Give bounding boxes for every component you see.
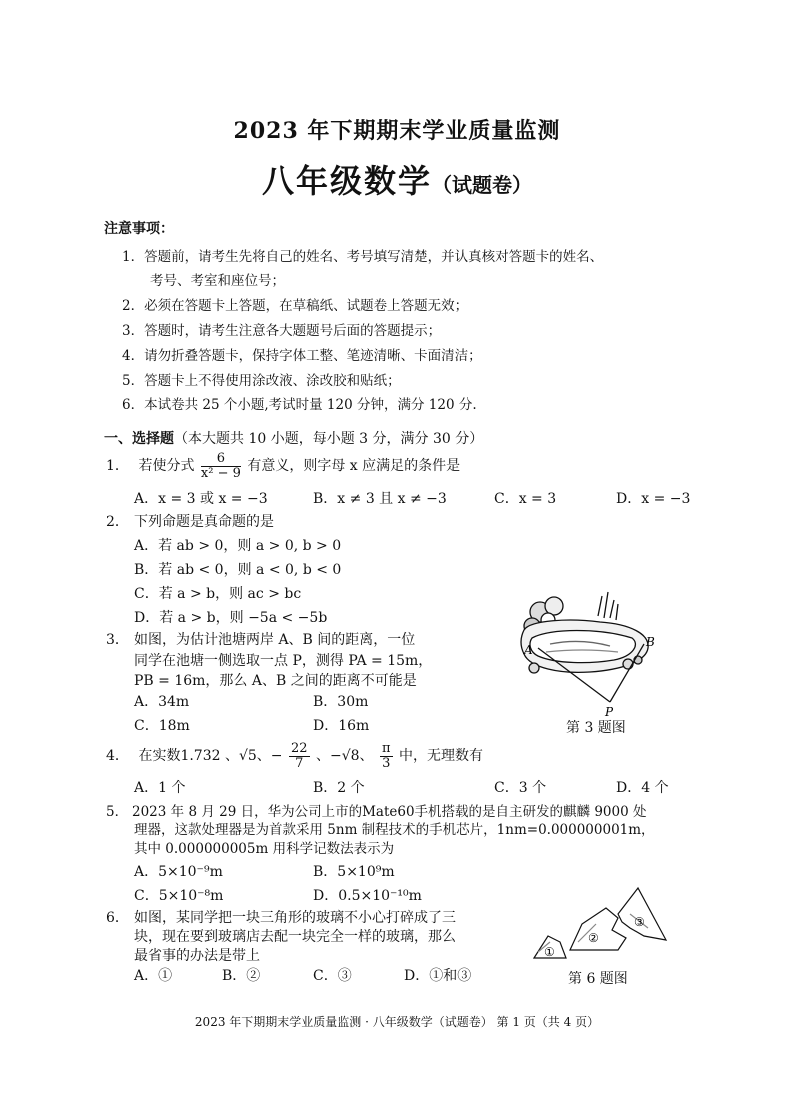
- q6-line-2: 块，现在要到玻璃店去配一块完全一样的玻璃，那么: [134, 929, 456, 945]
- q4-stem: [106, 742, 483, 770]
- q4-frac1-num: 22: [291, 741, 308, 756]
- q6-number: 6．: [106, 910, 129, 926]
- q5-number: 5．: [106, 804, 129, 820]
- q4-number: 4．: [106, 748, 129, 765]
- page-footer: 2023 年下期期末学业质量监测 · 八年级数学（试题卷） 第 1 页（共 4 页）: [194, 1015, 600, 1029]
- subject-name: 八年级数学: [261, 162, 432, 200]
- q6-stem-line: [106, 907, 456, 927]
- q6-line-3: 最省事的办法是带上: [134, 948, 260, 964]
- q1-option-d: D．x = −3: [616, 491, 691, 507]
- note-item: 5．答题卡上不得使用涂改液、涂改胶和贴纸；: [122, 373, 401, 389]
- q2-option-b: B．若 ab < 0，则 a < 0, b < 0: [134, 562, 342, 578]
- q6-option-a: A．①: [134, 968, 173, 984]
- q4-text-b: 、−√8、: [316, 748, 374, 765]
- q3-option-d: D．16m: [313, 718, 370, 734]
- glass-piece-3: [618, 888, 666, 940]
- q1-frac-num: 6: [201, 452, 241, 467]
- piece-label-2: ②: [588, 931, 599, 945]
- q6-option-d: D．①和③: [404, 968, 472, 984]
- q2-text: 下列命题是真命题的是: [134, 514, 274, 530]
- point-label-a: A: [524, 643, 533, 657]
- q3-option-c: C．18m: [134, 718, 190, 734]
- notes-heading: 注意事项：: [104, 221, 174, 237]
- q6-figure-glass: [526, 884, 676, 964]
- q1-text-b: 有意义，则字母 x 应满足的条件是: [247, 458, 461, 475]
- exam-subject: [0, 156, 794, 202]
- q3-figure-caption: 第 3 题图: [566, 720, 626, 736]
- q4-option-d: D．4 个: [616, 780, 669, 796]
- q3-stem-line: [106, 629, 415, 649]
- q6-option-c: C．③: [313, 968, 352, 984]
- q4-option-b: B．2 个: [313, 780, 365, 796]
- q1-option-b: B．x ≠ 3 且 x ≠ −3: [313, 491, 447, 507]
- q1-option-c: C．x = 3: [494, 491, 557, 507]
- q3-option-b: B．30m: [313, 694, 369, 710]
- q5-option-c: C．5×10⁻⁸m: [134, 888, 224, 904]
- section-desc: （本大题共 10 小题，每小题 3 分，满分 30 分）: [174, 431, 484, 447]
- q5-option-a: A．5×10⁻⁹m: [134, 864, 223, 880]
- subject-suffix: （试题卷）: [432, 173, 532, 197]
- piece-label-1: ①: [544, 945, 555, 959]
- q1-frac-den: x² − 9: [200, 465, 241, 481]
- q2-stem: [106, 511, 274, 531]
- exam-title: 2023 年下期期末学业质量监测: [233, 118, 561, 144]
- q2-number: 2．: [106, 514, 129, 530]
- q4-frac1-den: 7: [295, 755, 304, 771]
- q4-fraction-2: [380, 742, 393, 770]
- q4-fraction-1: [289, 742, 310, 770]
- q4-option-a: A．1 个: [134, 780, 186, 796]
- q4-text-c: 中，无理数有: [399, 748, 484, 765]
- q6-figure-caption: 第 6 题图: [568, 971, 628, 987]
- note-item: 1．答题前，请考生先将自己的姓名、考号填写清楚，并认真核对答题卡的姓名、: [122, 249, 604, 265]
- q4-option-c: C．3 个: [494, 780, 547, 796]
- q3-line-2: 同学在池塘一侧选取一点 P，测得 PA = 15m，: [134, 653, 433, 669]
- q4-text-a: 在实数1.732 、√5、−: [138, 748, 283, 765]
- q1-stem: [106, 452, 460, 480]
- point-label-b: B: [646, 635, 655, 649]
- q2-option-c: C．若 a > b，则 ac > bc: [134, 586, 302, 602]
- note-item: 4．请勿折叠答题卡，保持字体工整、笔迹清晰、卡面清洁；: [122, 348, 482, 364]
- q5-option-b: B．5×10⁹m: [313, 864, 395, 880]
- q1-number: 1．: [106, 458, 129, 475]
- pond-drawing: [521, 592, 648, 702]
- q6-line-1: 如图，某同学把一块三角形的玻璃不小心打碎成了三: [134, 910, 456, 926]
- note-item: 6．本试卷共 25 个小题,考试时量 120 分钟，满分 120 分.: [122, 397, 477, 413]
- q1-fraction: [201, 452, 241, 480]
- piece-label-3: ③: [634, 915, 645, 929]
- q2-option-a: A．若 ab > 0，则 a > 0, b > 0: [134, 538, 342, 554]
- section-label: 一、选择题: [104, 431, 174, 447]
- note-item: 2．必须在答题卡上答题，在草稿纸、试题卷上答题无效；: [122, 298, 469, 314]
- section-heading: [104, 428, 483, 448]
- q3-number: 3．: [106, 632, 129, 648]
- q5-line-3: 其中 0.000000005m 用科学记数法表示为: [134, 841, 395, 857]
- q3-figure-pond: [510, 590, 670, 720]
- q1-text-a: 若使分式: [138, 458, 195, 475]
- q1-option-a: A．x = 3 或 x = −3: [134, 491, 268, 507]
- q3-line-3: PB = 16m，那么 A、B 之间的距离不可能是: [134, 673, 417, 689]
- note-item: 3．答题时，请考生注意各大题题号后面的答题提示；: [122, 323, 442, 339]
- q5-option-d: D．0.5×10⁻¹⁰m: [313, 888, 422, 904]
- point-label-p: P: [605, 705, 614, 719]
- q5-stem-line: [106, 800, 646, 820]
- note-item: 考号、考室和座位号；: [150, 273, 285, 289]
- q4-frac2-num: π: [382, 741, 391, 756]
- q2-option-d: D．若 a > b，则 −5a < −5b: [134, 610, 328, 626]
- q3-line-1: 如图，为估计池塘两岸 A、B 间的距离，一位: [134, 632, 416, 648]
- q5-line-1: 2023 年 8 月 29 日，华为公司上市的Mate60手机搭载的是自主研发的麒麟 9000 处: [132, 804, 647, 820]
- q5-line-2: 理器，这款处理器是为首款采用 5nm 制程技术的手机芯片，1nm=0.000000001m，: [134, 822, 655, 838]
- q6-option-b: B．②: [222, 968, 261, 984]
- q4-frac2-den: 3: [382, 755, 391, 771]
- q3-option-a: A．34m: [134, 694, 190, 710]
